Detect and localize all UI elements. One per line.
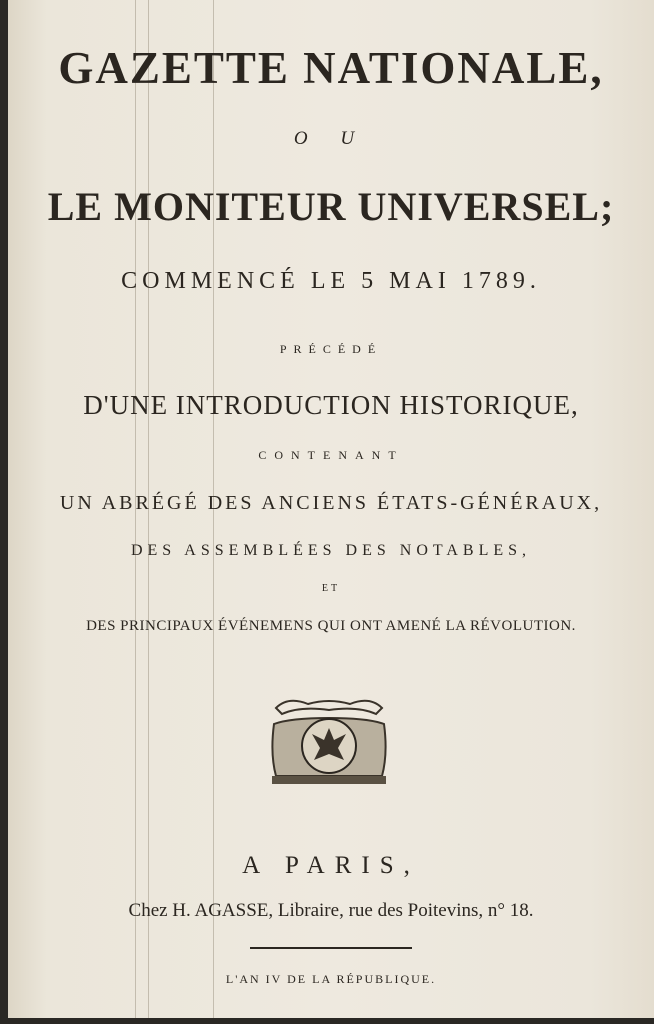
- containing-label: CONTENANT: [258, 448, 404, 462]
- conjunction: O U: [293, 128, 369, 149]
- imprint-date: L'AN IV DE LA RÉPUBLIQUE.: [225, 972, 437, 986]
- start-date: COMMENCÉ LE 5 MAI 1789.: [121, 268, 541, 294]
- introduction-heading: D'UNE INTRODUCTION HISTORIQUE,: [83, 390, 579, 420]
- divider-rule: [250, 947, 412, 949]
- preceded-label: PRÉCÉDÉ: [279, 342, 383, 356]
- imprint-city: A PARIS,: [242, 852, 420, 879]
- contents-item-3: DES PRINCIPAUX ÉVÉNEMENS QUI ONT AMENÉ LA RÉVOLUTION.: [86, 618, 576, 634]
- imprint-publisher: Chez H. AGASSE, Libraire, rue des Poitevins, n° 18.: [128, 900, 534, 921]
- contents-item-2: DES ASSEMBLÉES DES NOTABLES,: [130, 542, 532, 559]
- title-page: [8, 0, 654, 1018]
- gazette-subtitle: LE MONITEUR UNIVERSEL;: [47, 184, 615, 229]
- gazette-title: GAZETTE NATIONALE,: [58, 43, 604, 93]
- contents-item-1: UN ABRÉGÉ DES ANCIENS ÉTATS-GÉNÉRAUX,: [59, 492, 603, 514]
- and-label: ET: [321, 583, 341, 594]
- phoenix-emblem-icon: [268, 694, 390, 788]
